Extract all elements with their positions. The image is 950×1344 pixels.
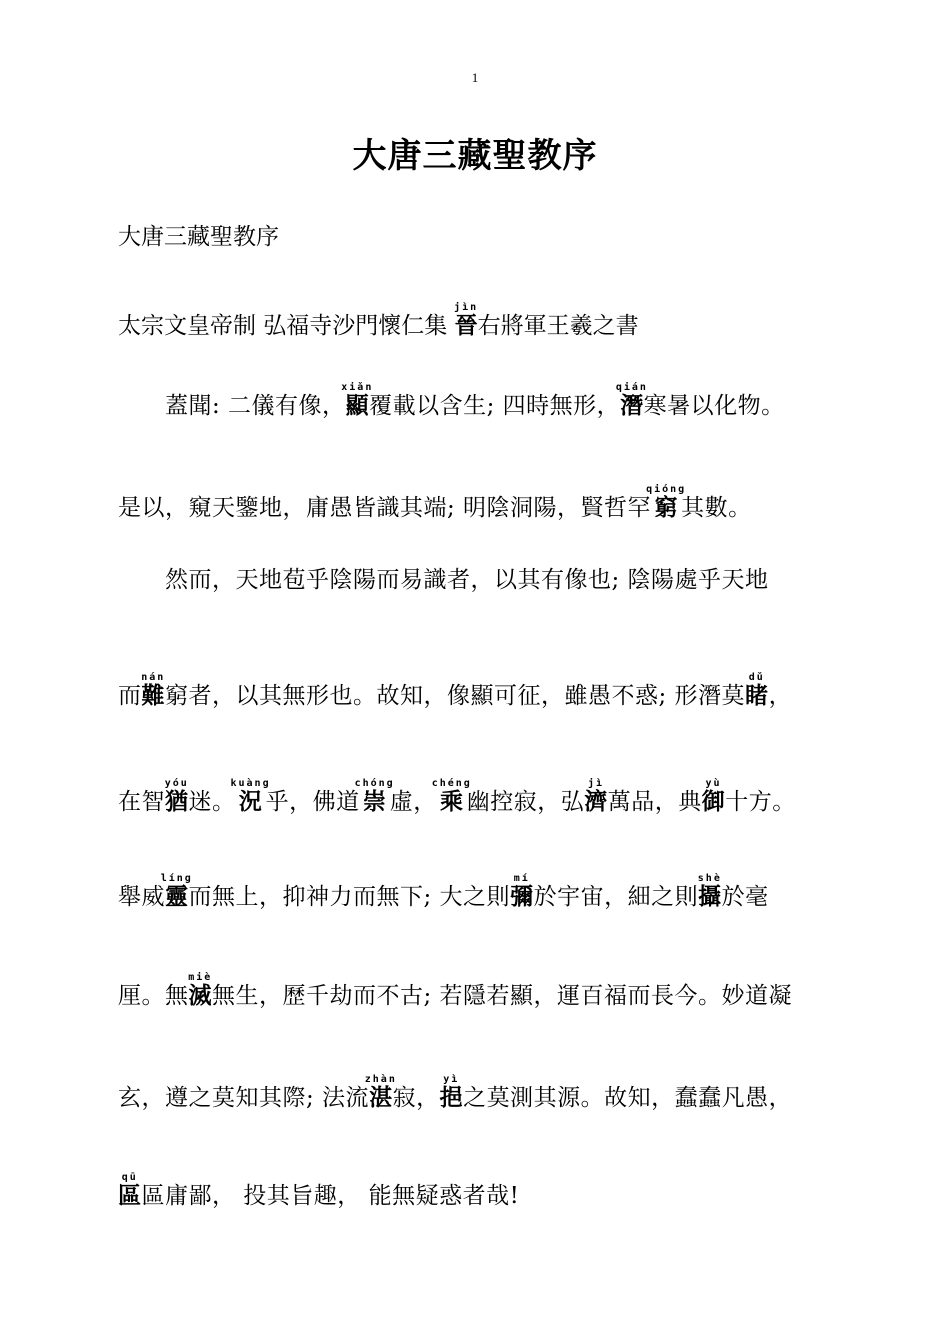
text-segment: 區庸鄙， 投其旨趣， 能無疑惑者哉! bbox=[141, 1183, 520, 1209]
annotated-character: 晉jìn bbox=[454, 302, 479, 339]
text-segment: 乎，佛道 bbox=[265, 789, 360, 815]
pinyin-annotation: jì bbox=[584, 778, 608, 789]
byline bbox=[118, 302, 639, 341]
pinyin-annotation: chóng bbox=[354, 778, 395, 789]
pinyin-annotation: qū bbox=[118, 1172, 142, 1183]
text-segment: 於宇宙，細之則 bbox=[533, 884, 699, 910]
subtitle: 大唐三藏聖教序 bbox=[118, 224, 279, 250]
text-segment: 虛， bbox=[389, 789, 437, 815]
text-line bbox=[165, 565, 769, 595]
annotated-character: 猶yóu bbox=[164, 778, 189, 815]
text-segment: ， bbox=[768, 683, 793, 709]
text-segment: 十方。 bbox=[725, 789, 796, 815]
text-segment: 玄，遵之莫知其際; 法流 bbox=[118, 1085, 370, 1111]
byline-segment: 右將軍王羲之書 bbox=[477, 313, 639, 339]
pinyin-annotation: yì bbox=[439, 1074, 464, 1085]
annotated-character: 難nán bbox=[141, 672, 166, 709]
text-segment: 覆載以含生; 四時無形， bbox=[369, 393, 621, 419]
text-segment: 幽控寂，弘 bbox=[466, 789, 585, 815]
text-segment: 無生，歷千劫而不古; 若隱若顯，運百福而長今。妙道凝 bbox=[212, 983, 793, 1009]
text-segment: 寒暑以化物。 bbox=[643, 393, 785, 419]
pinyin-annotation: dǔ bbox=[745, 672, 769, 683]
annotated-character: 乘chéng bbox=[431, 778, 472, 815]
annotated-character: 彌mí bbox=[510, 873, 534, 910]
pinyin-annotation: jìn bbox=[454, 302, 479, 313]
text-segment: 窮者，以其無形也。故知，像顯可征，雖愚不惑; 形潛莫 bbox=[165, 683, 746, 709]
text-line bbox=[118, 672, 792, 711]
text-segment: 其數。 bbox=[681, 495, 752, 521]
pinyin-annotation: líng bbox=[160, 873, 193, 884]
pinyin-annotation: xiǎn bbox=[341, 382, 374, 393]
text-segment: 萬品，典 bbox=[607, 789, 702, 815]
text-line bbox=[165, 382, 785, 421]
text-segment: 蓋聞: 二儀有像， bbox=[165, 393, 346, 419]
pinyin-annotation: nán bbox=[141, 672, 166, 683]
text-line bbox=[118, 484, 752, 523]
byline-segment: 太宗文皇帝制 弘福寺沙門懷仁集 bbox=[118, 313, 455, 339]
text-line bbox=[118, 1172, 519, 1211]
pinyin-annotation: yóu bbox=[164, 778, 189, 789]
annotated-character: 睹dǔ bbox=[745, 672, 769, 709]
annotated-character: 御yù bbox=[701, 778, 726, 815]
text-segment: 而 bbox=[118, 683, 142, 709]
text-segment: 是以，窺天鑒地，庸愚皆識其端; 明陰洞陽，賢哲罕 bbox=[118, 495, 652, 521]
pinyin-annotation: mí bbox=[510, 873, 534, 884]
annotated-character: 況kuàng bbox=[230, 778, 271, 815]
text-line bbox=[118, 1074, 792, 1113]
annotated-character: 挹yì bbox=[439, 1074, 464, 1111]
text-segment: 舉威 bbox=[118, 884, 165, 910]
annotated-character: 崇chóng bbox=[354, 778, 395, 815]
pinyin-annotation: yù bbox=[701, 778, 726, 789]
annotated-character: 顯xiǎn bbox=[341, 382, 374, 419]
pinyin-annotation: shè bbox=[697, 873, 722, 884]
text-segment: 在智 bbox=[118, 789, 165, 815]
text-segment: 寂， bbox=[392, 1085, 440, 1111]
annotated-character: 區qū bbox=[118, 1172, 142, 1209]
text-line bbox=[118, 972, 792, 1011]
page-number: 1 bbox=[471, 70, 479, 85]
text-segment: 厘。無 bbox=[118, 983, 189, 1009]
text-line bbox=[118, 778, 796, 817]
pinyin-annotation: chéng bbox=[431, 778, 472, 789]
annotated-character: 湛zhàn bbox=[364, 1074, 397, 1111]
pinyin-annotation: kuàng bbox=[230, 778, 271, 789]
text-line bbox=[118, 873, 769, 912]
text-segment: 迷。 bbox=[188, 789, 236, 815]
pinyin-annotation: miè bbox=[188, 972, 213, 983]
annotated-character: 滅miè bbox=[188, 972, 213, 1009]
annotated-character: 濟jì bbox=[584, 778, 608, 815]
annotated-character: 靈líng bbox=[160, 873, 193, 910]
annotated-character: 窮qióng bbox=[646, 484, 687, 521]
pinyin-annotation: qián bbox=[615, 382, 648, 393]
page-title: 大唐三藏聖教序 bbox=[352, 136, 598, 176]
pinyin-annotation: zhàn bbox=[364, 1074, 397, 1085]
text-segment: 而無上，抑神力而無下; 大之則 bbox=[188, 884, 511, 910]
pinyin-annotation: qióng bbox=[646, 484, 687, 495]
annotated-character: 潛qián bbox=[615, 382, 648, 419]
text-segment: 之莫測其源。故知，蠢蠢凡愚， bbox=[463, 1085, 793, 1111]
text-segment: 然而，天地苞乎陰陽而易識者，以其有像也; 陰陽處乎天地 bbox=[165, 567, 769, 593]
text-segment: 於毫 bbox=[721, 884, 769, 910]
annotated-character: 攝shè bbox=[697, 873, 722, 910]
